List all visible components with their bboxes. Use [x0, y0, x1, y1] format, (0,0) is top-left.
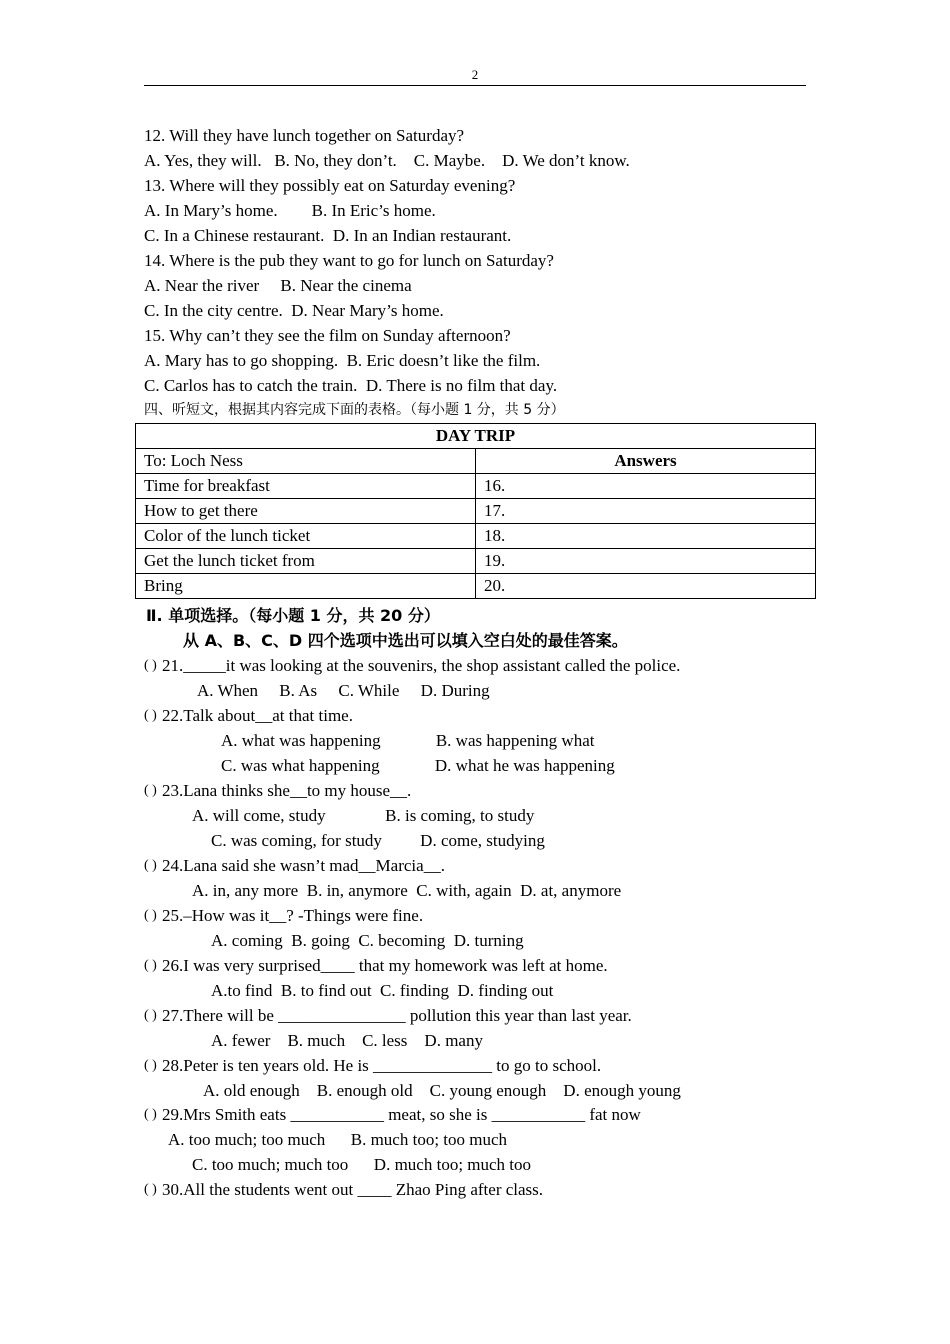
table-cell-answer: 18.	[476, 524, 816, 549]
question-30: 30.All the students went out ____ Zhao Ping after class.	[162, 1180, 544, 1199]
table-header-answers: Answers	[476, 449, 816, 474]
table-cell-answer: 16.	[476, 474, 816, 499]
answer-blank-30: ( )	[144, 1182, 157, 1197]
answer-blank-24: ( )	[144, 858, 157, 873]
answer-blank-21: ( )	[144, 658, 157, 673]
section-2-instruction: 从 A、B、C、D 四个选项中选出可以填入空白处的最佳答案。	[183, 631, 628, 650]
answer-blank-23: ( )	[144, 783, 157, 798]
header-rule	[144, 85, 806, 86]
table-cell-item: Time for breakfast	[136, 474, 476, 499]
question-23: 23.Lana thinks she__to my house__.	[162, 781, 412, 800]
question-21-options: A. When B. As C. While D. During	[197, 681, 490, 700]
question-24-options: A. in, any more B. in, anymore C. with, again D. at, anymore	[192, 881, 622, 900]
question-25: 25.–How was it__? -Things were fine.	[162, 906, 424, 925]
question-14-options-cd: C. In the city centre. D. Near Mary’s home.	[144, 301, 444, 320]
table-row	[136, 524, 816, 549]
question-25-options: A. coming B. going C. becoming D. turning	[211, 931, 524, 950]
table-row	[136, 474, 816, 499]
question-29: 29.Mrs Smith eats ___________ meat, so she is ___________ fat now	[162, 1105, 641, 1124]
question-14: 14. Where is the pub they want to go for lunch on Saturday?	[144, 251, 554, 270]
question-22-options-ab: A. what was happening B. was happening what	[221, 731, 595, 750]
question-29-options-ab: A. too much; too much B. much too; too much	[168, 1130, 508, 1149]
question-23-options-ab: A. will come, study B. is coming, to study	[192, 806, 535, 825]
question-28: 28.Peter is ten years old. He is ______________ to go to school.	[162, 1056, 602, 1075]
table-row	[136, 499, 816, 524]
question-22-options-cd: C. was what happening D. what he was happening	[221, 756, 615, 775]
answer-blank-27: ( )	[144, 1008, 157, 1023]
page-number: 2	[471, 67, 479, 82]
question-12: 12. Will they have lunch together on Saturday?	[144, 126, 465, 145]
question-28-options: A. old enough B. enough old C. young enough D. enough young	[203, 1081, 681, 1100]
question-26: 26.I was very surprised____ that my homework was left at home.	[162, 956, 608, 975]
question-15-options-ab: A. Mary has to go shopping. B. Eric doesn’t like the film.	[144, 351, 541, 370]
table-cell-item: How to get there	[136, 499, 476, 524]
question-29-options-cd: C. too much; much too D. much too; much too	[192, 1155, 532, 1174]
table-title: DAY TRIP	[136, 424, 816, 449]
question-26-options: A.to find B. to find out C. finding D. finding out	[211, 981, 554, 1000]
question-24: 24.Lana said she wasn’t mad__Marcia__.	[162, 856, 445, 875]
question-23-options-cd: C. was coming, for study D. come, studying	[211, 831, 545, 850]
table-cell-item: Bring	[136, 574, 476, 599]
question-21: 21._____it was looking at the souvenirs, the shop assistant called the police.	[162, 656, 681, 675]
question-15: 15. Why can’t they see the film on Sunday afternoon?	[144, 326, 511, 345]
table-row	[136, 549, 816, 574]
answer-blank-25: ( )	[144, 908, 157, 923]
answer-blank-28: ( )	[144, 1058, 157, 1073]
table-cell-item: Color of the lunch ticket	[136, 524, 476, 549]
table-cell-answer: 17.	[476, 499, 816, 524]
answer-blank-29: ( )	[144, 1107, 157, 1122]
table-header-destination: To: Loch Ness	[136, 449, 476, 474]
table-cell-item: Get the lunch ticket from	[136, 549, 476, 574]
question-13-options-cd: C. In a Chinese restaurant. D. In an Indian restaurant.	[144, 226, 512, 245]
question-13-options-ab: A. In Mary’s home. B. In Eric’s home.	[144, 201, 436, 220]
day-trip-table	[135, 423, 816, 599]
table-cell-answer: 20.	[476, 574, 816, 599]
table-row	[136, 574, 816, 599]
section-2-title: Ⅱ. 单项选择。（每小题 1 分，共 20 分）	[146, 606, 440, 625]
answer-blank-26: ( )	[144, 958, 157, 973]
answer-blank-22: ( )	[144, 708, 157, 723]
question-14-options-ab: A. Near the river B. Near the cinema	[144, 276, 412, 295]
table-cell-answer: 19.	[476, 549, 816, 574]
question-15-options-cd: C. Carlos has to catch the train. D. There is no film that day.	[144, 376, 558, 395]
question-13: 13. Where will they possibly eat on Saturday evening?	[144, 176, 516, 195]
part4-heading: 四、听短文，根据其内容完成下面的表格。（每小题 1 分，共 5 分）	[144, 402, 565, 418]
question-27: 27.There will be _______________ pollution this year than last year.	[162, 1006, 632, 1025]
question-12-options: A. Yes, they will. B. No, they don’t. C. Maybe. D. We don’t know.	[144, 151, 630, 170]
question-22: 22.Talk about__at that time.	[162, 706, 353, 725]
question-27-options: A. fewer B. much C. less D. many	[211, 1031, 483, 1050]
